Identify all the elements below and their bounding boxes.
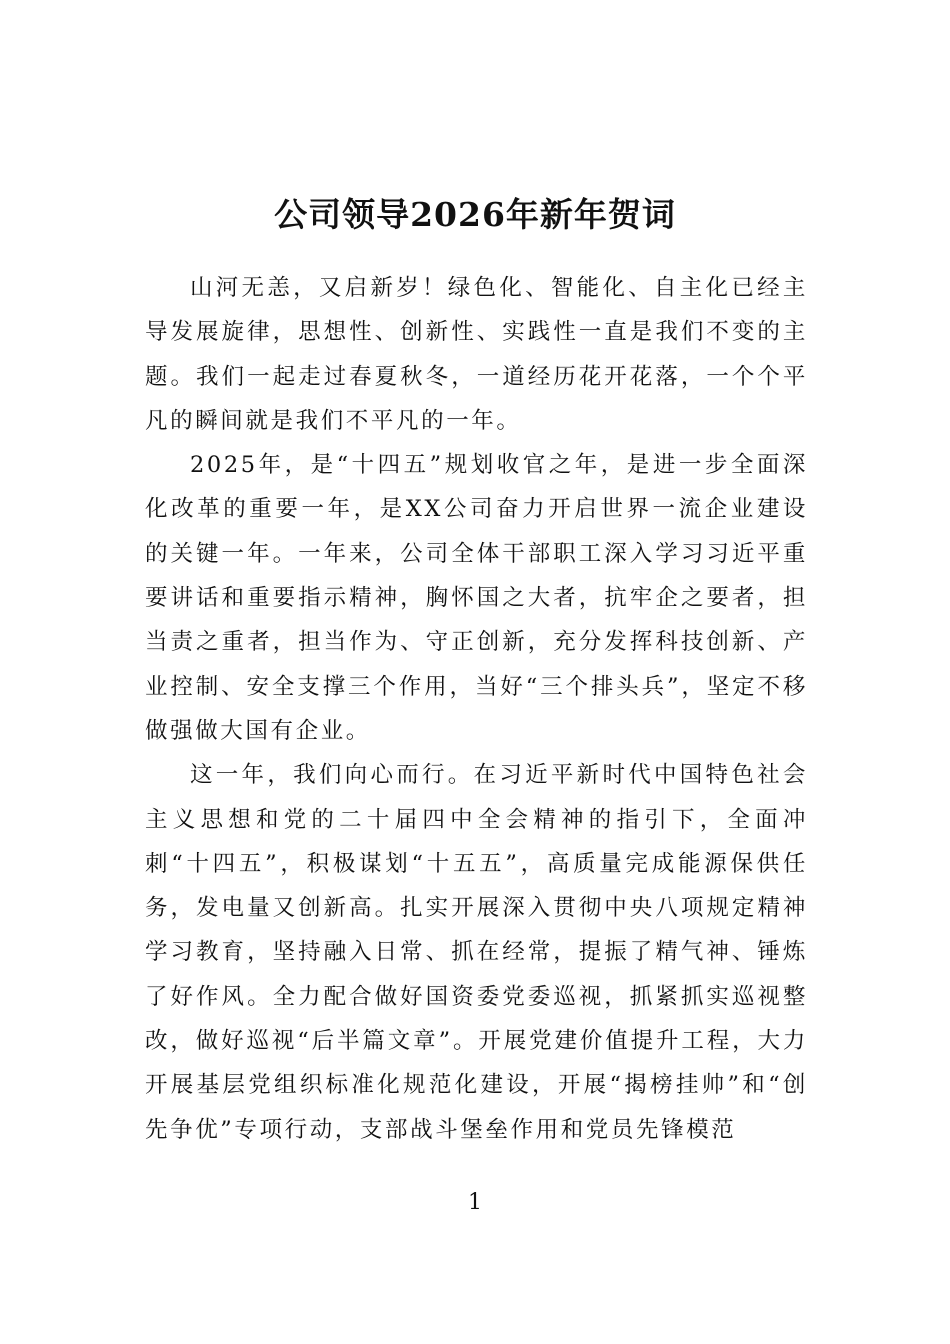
document-title: 公司领导2026年新年贺词 <box>274 195 676 235</box>
document-body <box>145 266 808 1152</box>
paragraph-opening: 山河无恙，又启新岁！绿色化、智能化、自主化已经主导发展旋律，思想性、创新性、实践性一直是我们不变的主题。我们一起走过春夏秋冬，一道经历花开花落，一个个平凡的瞬间就是我们不平凡的一年。 <box>145 275 808 434</box>
page-number: 1 <box>468 1190 482 1215</box>
paragraph-this-year: 这一年，我们向心而行。在习近平新时代中国特色社会主义思想和党的二十届四中全会精神的指引下，全面冲刺“十四五”，积极谋划“十五五”，高质量完成能源保供任务，发电量又创新高。扎实开展深入贯彻中央八项规定精神学习教育，坚持融入日常、抓在经常，提振了精气神、锤炼了好作风。全力配合做好国资委党委巡视，抓紧抓实巡视整改，做好巡视“后半篇文章”。开展党建价值提升工程，大力开展基层党组织标准化规范化建设，开展“揭榜挂帅”和“创先争优”专项行动，支部战斗堡垒作用和党员先锋模范 <box>145 762 808 1143</box>
paragraph-2025-review: 2025年，是“十四五”规划收官之年，是进一步全面深化改革的重要一年，是XX公司奋力开启世界一流企业建设的关键一年。一年来，公司全体干部职工深入学习习近平重要讲话和重要指示精神，胸怀国之大者，抗牢企之要者，担当责之重者，担当作为、守正创新，充分发挥科技创新、产业控制、安全支撑三个作用，当好“三个排头兵”，坚定不移做强做大国有企业。 <box>145 452 808 744</box>
